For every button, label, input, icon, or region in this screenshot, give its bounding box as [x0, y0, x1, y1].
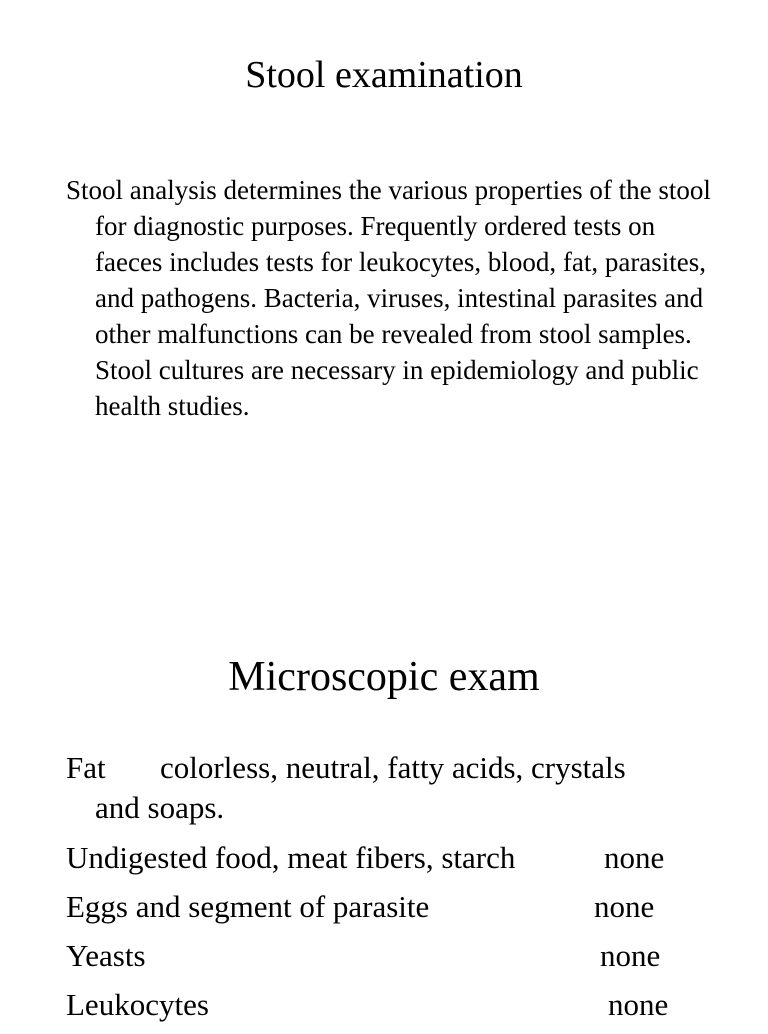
list-item — [66, 985, 706, 1034]
item-description-continued: and soaps. — [95, 790, 225, 825]
item-name: Undigested food, meat fibers, starch — [66, 840, 516, 875]
list-item — [66, 838, 706, 887]
item-name: Eggs and segment of parasite — [66, 889, 430, 924]
list-item-fat — [66, 748, 706, 838]
item-value: none — [600, 938, 661, 973]
item-name: Leukocytes — [66, 987, 209, 1022]
item-description: colorless, neutral, fatty acids, crystals — [160, 750, 626, 785]
list-item — [66, 936, 706, 985]
item-value: none — [604, 840, 665, 875]
description-paragraph: Stool analysis determines the various properties of the stool for diagnostic purposes. Frequently ordered tests on faeces includes tests for leukocytes, blood, fat, parasites, and pathogens. Bacteria, viruses, intestinal parasites and other malfunctions can be revealed from stool samples. Stool cultures are necessary in epidemiology and public health studies. — [66, 175, 711, 421]
item-name: Fat — [66, 750, 106, 785]
slide-title: Stool examination — [245, 54, 523, 96]
item-value: none — [594, 889, 655, 924]
item-value: none — [608, 987, 669, 1022]
slide-microscopic-exam — [0, 620, 768, 1024]
list-item — [66, 887, 706, 936]
slide-title: Microscopic exam — [228, 654, 540, 700]
item-name: Yeasts — [66, 938, 146, 973]
findings-list — [66, 748, 706, 1034]
